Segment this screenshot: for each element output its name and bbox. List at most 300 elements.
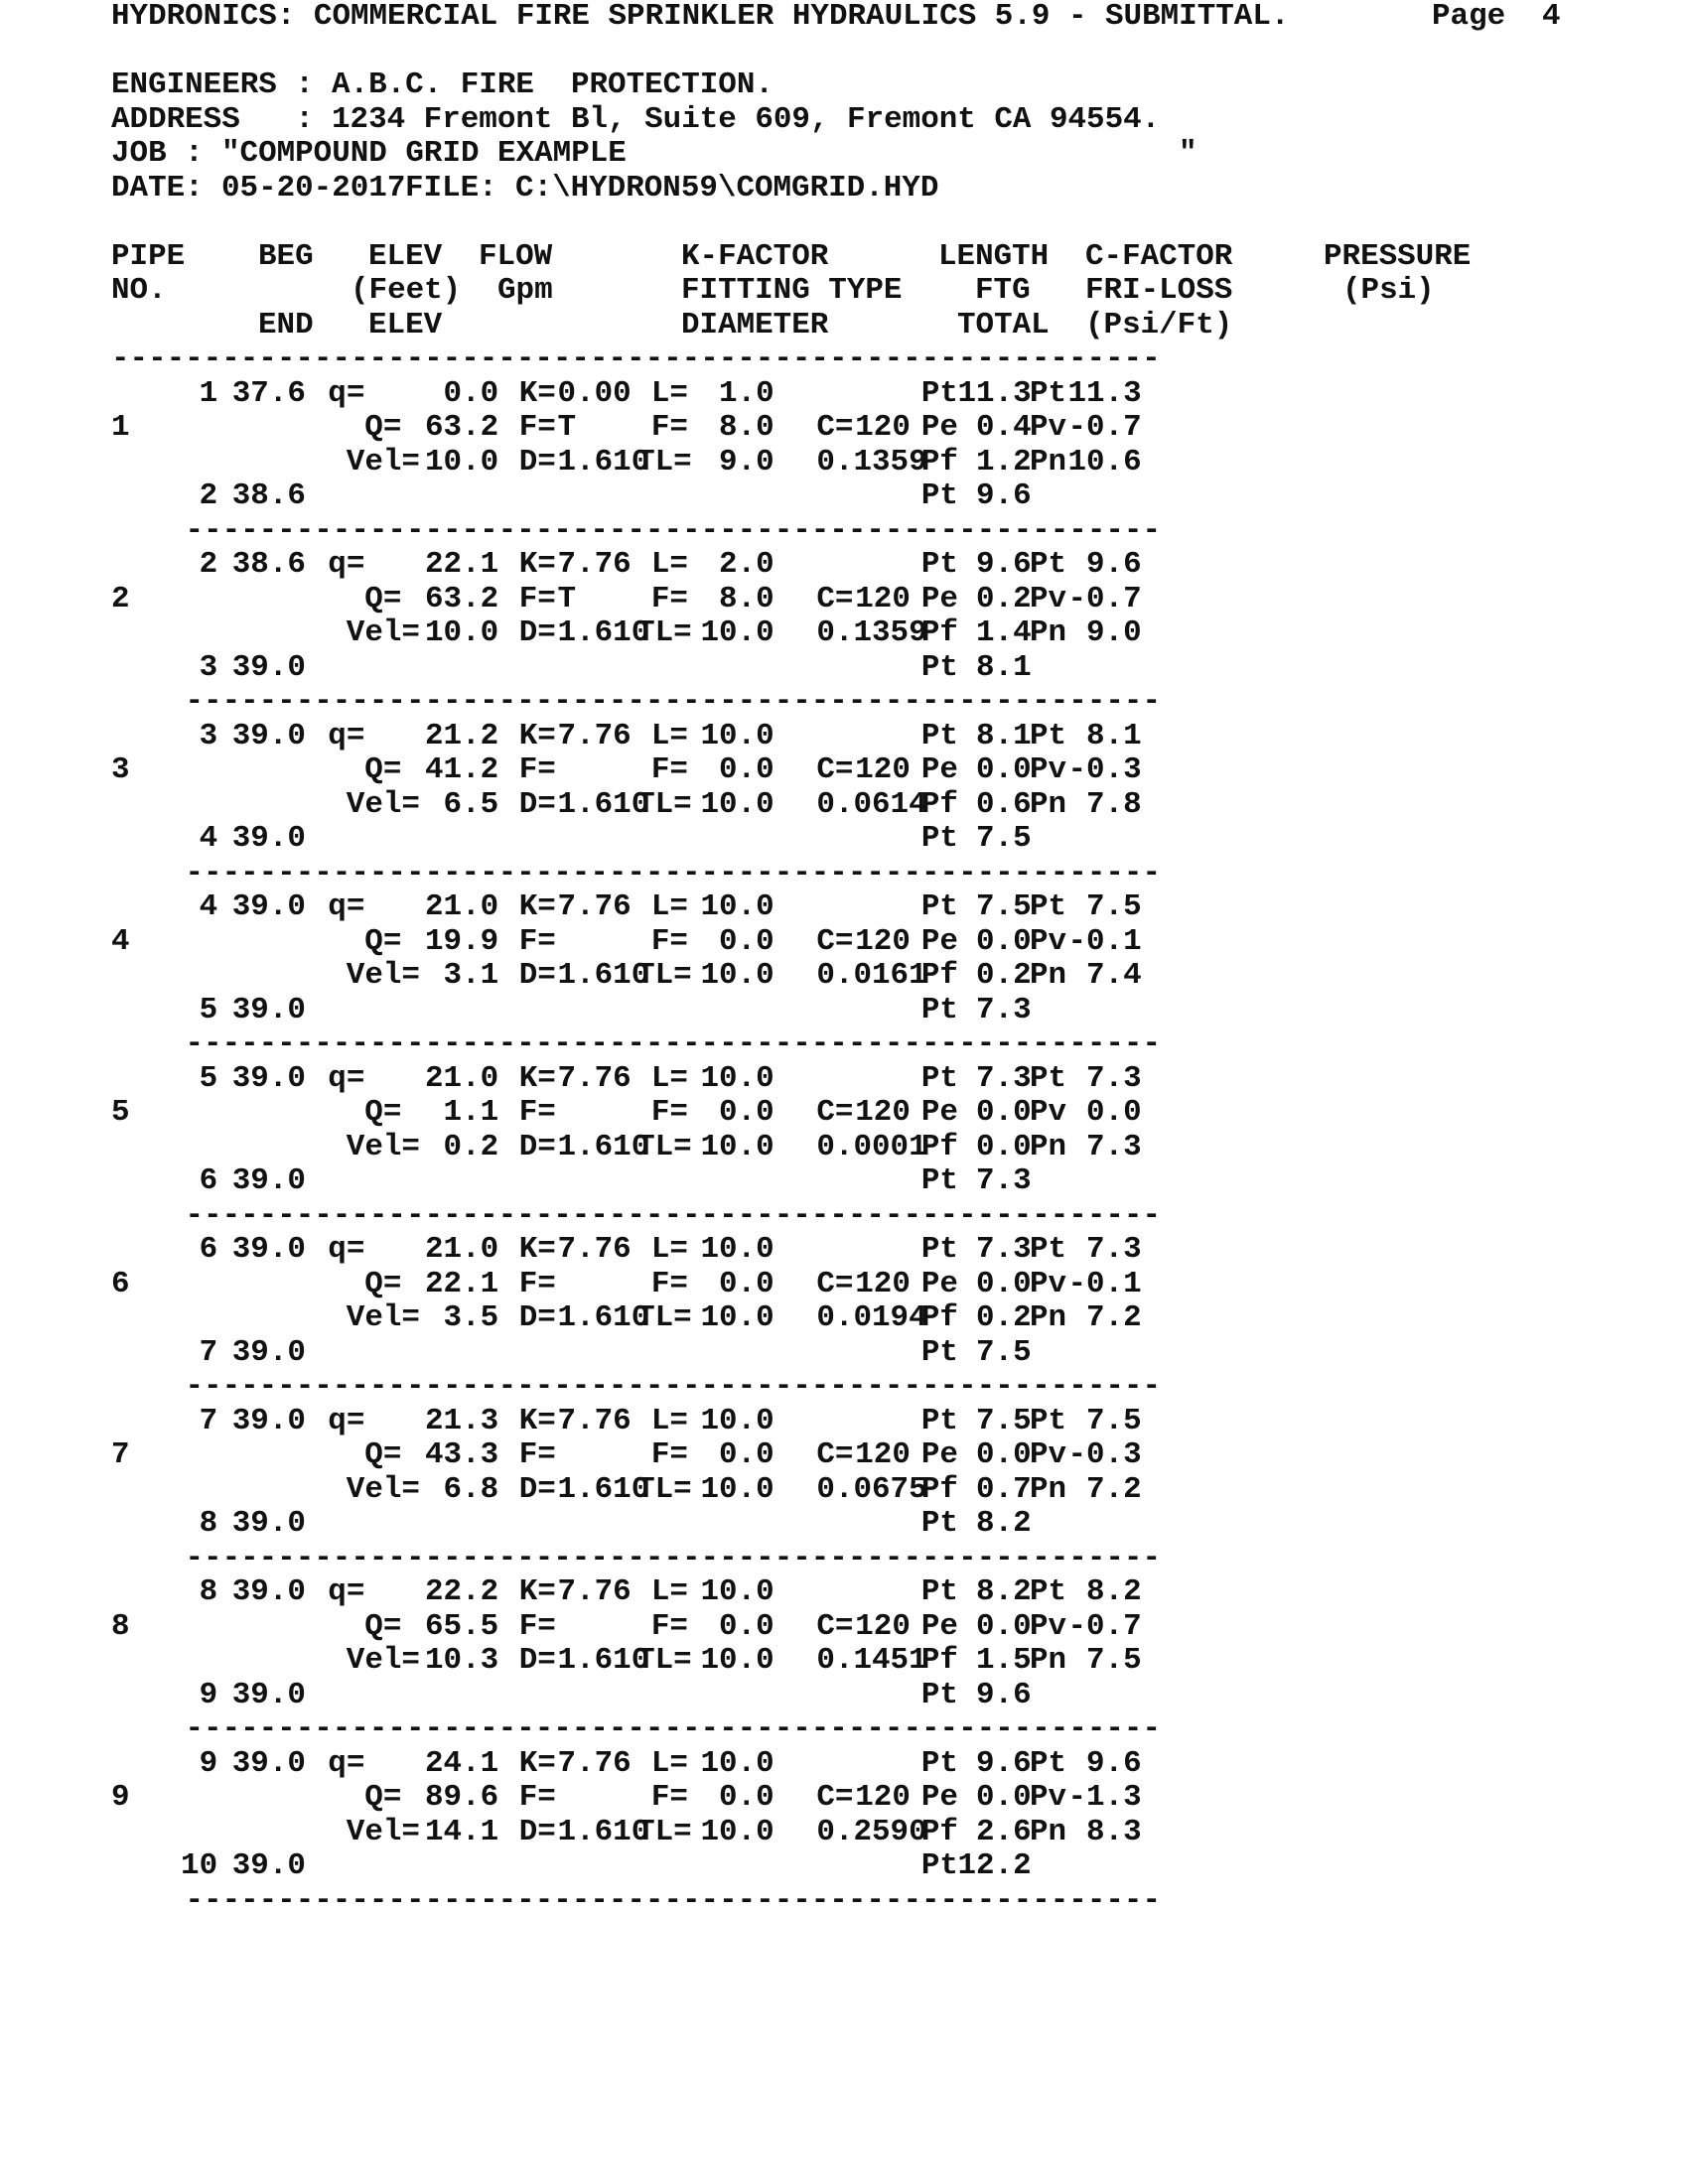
k-label: K=: [518, 1060, 556, 1096]
pt-label-2: Pt: [1030, 1574, 1067, 1609]
pt-label-2: Pt: [1030, 1403, 1067, 1438]
pipe-line: [111, 411, 1601, 446]
k-value: 0.00: [557, 375, 632, 411]
pipe-divider: -----------------------------------------------------: [185, 513, 1161, 548]
date-line: [111, 172, 1601, 206]
pf-label: Pf: [920, 1471, 958, 1507]
pt-label-1: Pt: [920, 1403, 958, 1438]
pipe-line: [111, 890, 1601, 925]
q-value: 21.0: [424, 1232, 499, 1267]
pt-value-2: 8.2: [1086, 1574, 1142, 1609]
c-label: C=: [816, 1437, 854, 1472]
beg-elev: 39.0: [231, 1574, 306, 1609]
pt-end-value: 8.2: [976, 1506, 1032, 1541]
l-label: L=: [650, 889, 688, 924]
pe-value: 0.0: [976, 1608, 1032, 1644]
flow-value: 22.1: [424, 1266, 499, 1301]
col-end: END: [258, 307, 314, 342]
pn-label: Pn: [1030, 1814, 1067, 1849]
l-label: L=: [650, 1232, 688, 1267]
address-value: 1234 Fremont Bl, Suite 609, Fremont CA 94554.: [332, 101, 1161, 137]
pipe-block: [111, 890, 1601, 1062]
pf-value: 0.6: [976, 786, 1032, 822]
pipe-line: [111, 1131, 1601, 1165]
end: 10: [181, 1848, 218, 1883]
d-value: 1.610: [557, 786, 650, 822]
q-value: 21.0: [424, 1060, 499, 1096]
pipe-line: [111, 1507, 1601, 1542]
k-label: K=: [518, 1574, 556, 1609]
vel-label: Vel=: [346, 1471, 420, 1507]
pn-label: Pn: [1030, 1471, 1067, 1507]
c-value: 120: [855, 1266, 911, 1301]
pt-end-value: 7.3: [976, 992, 1032, 1027]
q-value: 22.2: [424, 1574, 499, 1609]
column-header-row-3: [111, 309, 1601, 343]
fitting-label: F=: [518, 1437, 556, 1472]
pe-value: 0.0: [976, 1095, 1032, 1130]
fitting-label: F=: [518, 752, 556, 787]
col-gpm: Gpm: [497, 273, 553, 308]
pt-end-value: 12.2: [957, 1848, 1032, 1883]
tl-label: TL=: [636, 1129, 692, 1164]
l-label: L=: [650, 547, 688, 582]
fri-loss-value: 0.0161: [816, 958, 927, 993]
fri-loss-value: 0.0675: [816, 1471, 927, 1507]
pv-label: Pv: [1030, 1780, 1067, 1815]
pipe-line: [111, 1164, 1601, 1199]
fri-loss-value: 0.1359: [816, 615, 927, 650]
pipe-line: [111, 994, 1601, 1028]
pn-value: 9.0: [1086, 615, 1142, 650]
pf-value: 1.5: [976, 1643, 1032, 1678]
c-value: 120: [855, 581, 911, 616]
pipe-line: [111, 583, 1601, 617]
ftg-value: 0.0: [719, 1095, 774, 1130]
pt-label-1: Pt: [920, 889, 958, 924]
pn-label: Pn: [1030, 786, 1067, 822]
pv-label: Pv: [1030, 752, 1067, 787]
pt-value-1: 11.3: [957, 375, 1032, 411]
file-value: C:\HYDRON59\COMGRID.HYD: [515, 170, 939, 205]
pf-value: 0.0: [976, 1129, 1032, 1164]
tl-value: 10.0: [700, 615, 774, 650]
pt-label-2: Pt: [1030, 375, 1067, 411]
pipe-line: [111, 548, 1601, 583]
pn-label: Pn: [1030, 1300, 1067, 1335]
col-pipe: PIPE: [111, 238, 186, 274]
k-label: K=: [518, 718, 556, 753]
k-label: K=: [518, 1745, 556, 1781]
pe-value: 0.2: [976, 581, 1032, 616]
pv-value: -0.1: [1067, 1266, 1142, 1301]
end: 6: [199, 1163, 218, 1198]
pt-label-2: Pt: [1030, 547, 1067, 582]
end-elev: 39.0: [231, 1848, 306, 1883]
pipe-line: [111, 1610, 1601, 1645]
d-label: D=: [518, 1129, 556, 1164]
flow-label: Q=: [364, 1437, 402, 1472]
k-value: 7.76: [557, 1574, 632, 1609]
tl-value: 10.0: [700, 1814, 774, 1849]
pv-label: Pv: [1030, 923, 1067, 959]
pt-value-1: 7.5: [976, 1403, 1032, 1438]
beg: 1: [199, 375, 218, 411]
ftg-label: F=: [650, 1266, 688, 1301]
fri-loss-value: 0.1359: [816, 444, 927, 479]
vel-label: Vel=: [346, 615, 420, 650]
d-label: D=: [518, 1471, 556, 1507]
pn-value: 7.3: [1086, 1129, 1142, 1164]
pipe-line: [111, 720, 1601, 754]
pipe-number: 8: [111, 1608, 130, 1644]
pipe-line: [111, 446, 1601, 480]
end: 8: [199, 1506, 218, 1541]
tl-value: 10.0: [700, 786, 774, 822]
pipe-number: 9: [111, 1780, 130, 1815]
ftg-label: F=: [650, 1608, 688, 1644]
pe-label: Pe: [920, 410, 958, 445]
pn-value: 8.3: [1086, 1814, 1142, 1849]
k-value: 7.76: [557, 1232, 632, 1267]
pipe-number: 2: [111, 581, 130, 616]
fitting-label: F=: [518, 410, 556, 445]
pt-label-1: Pt: [920, 718, 958, 753]
vel-value: 6.8: [443, 1471, 499, 1507]
pt-value-2: 11.3: [1067, 375, 1142, 411]
pt-label-1: Pt: [920, 1745, 958, 1781]
fitting-label: F=: [518, 1266, 556, 1301]
pt-end-label: Pt: [920, 992, 958, 1027]
q-label: q=: [328, 1745, 365, 1781]
l-label: L=: [650, 375, 688, 411]
beg: 9: [199, 1745, 218, 1781]
k-value: 7.76: [557, 889, 632, 924]
pipe-line: [111, 1816, 1601, 1850]
fri-loss-value: 0.0614: [816, 786, 927, 822]
beg-elev: 39.0: [231, 1745, 306, 1781]
ftg-value: 0.0: [719, 923, 774, 959]
beg-elev: 39.0: [231, 718, 306, 753]
pt-label-1: Pt: [920, 1232, 958, 1267]
q-label: q=: [328, 1574, 365, 1609]
q-label: q=: [328, 375, 365, 411]
pipe-block: [111, 1405, 1601, 1576]
pt-value-2: 7.5: [1086, 889, 1142, 924]
pn-label: Pn: [1030, 1129, 1067, 1164]
pn-label: Pn: [1030, 615, 1067, 650]
l-label: L=: [650, 1745, 688, 1781]
beg: 8: [199, 1574, 218, 1609]
col-ftg: FTG: [975, 273, 1031, 308]
pt-value-2: 7.5: [1086, 1403, 1142, 1438]
fri-loss-value: 0.0194: [816, 1300, 927, 1335]
beg: 7: [199, 1403, 218, 1438]
pt-value-2: 7.3: [1086, 1232, 1142, 1267]
pv-value: -0.3: [1067, 752, 1142, 787]
tl-value: 9.0: [719, 444, 774, 479]
pipe-line: [111, 1438, 1601, 1473]
col-fri-loss: FRI-LOSS: [1085, 273, 1233, 308]
pe-label: Pe: [920, 1608, 958, 1644]
pf-value: 0.7: [976, 1471, 1032, 1507]
k-label: K=: [518, 1403, 556, 1438]
k-value: 7.76: [557, 1060, 632, 1096]
pt-value-1: 7.5: [976, 889, 1032, 924]
vel-label: Vel=: [346, 1814, 420, 1849]
pe-label: Pe: [920, 1780, 958, 1815]
pt-end-label: Pt: [920, 478, 958, 513]
pf-label: Pf: [920, 1300, 958, 1335]
l-value: 1.0: [719, 375, 774, 411]
pipe-divider: -----------------------------------------------------: [185, 1370, 1161, 1404]
ftg-value: 0.0: [719, 752, 774, 787]
pipe-divider: -----------------------------------------------------: [185, 1883, 1161, 1918]
flow-label: Q=: [364, 1095, 402, 1130]
tl-label: TL=: [636, 1300, 692, 1335]
end-elev: 39.0: [231, 821, 306, 856]
l-value: 10.0: [700, 889, 774, 924]
vel-label: Vel=: [346, 1129, 420, 1164]
c-value: 120: [855, 752, 911, 787]
c-label: C=: [816, 1095, 854, 1130]
pf-label: Pf: [920, 958, 958, 993]
job-label: JOB :: [111, 136, 204, 171]
c-label: C=: [816, 752, 854, 787]
pt-label-1: Pt: [920, 1060, 958, 1096]
pt-end-value: 7.5: [976, 1334, 1032, 1370]
end: 7: [199, 1334, 218, 1370]
pe-label: Pe: [920, 581, 958, 616]
pt-end-label: Pt: [920, 1506, 958, 1541]
flow-value: 41.2: [424, 752, 499, 787]
ftg-value: 8.0: [719, 581, 774, 616]
col-k-factor: K-FACTOR: [681, 238, 829, 274]
fitting-value: T: [557, 581, 577, 616]
l-label: L=: [650, 718, 688, 753]
end-elev: 38.6: [231, 478, 306, 513]
beg-elev: 39.0: [231, 1403, 306, 1438]
flow-value: 1.1: [443, 1095, 499, 1130]
pipe-block: [111, 1747, 1601, 1919]
pipe-line: [111, 377, 1601, 412]
flow-label: Q=: [364, 581, 402, 616]
report-title-line: [111, 0, 1601, 35]
pipe-divider: -----------------------------------------------------: [185, 1712, 1161, 1746]
col-diameter: DIAMETER: [681, 307, 829, 342]
column-header-row-1: [111, 240, 1601, 275]
pe-value: 0.0: [976, 923, 1032, 959]
d-label: D=: [518, 1814, 556, 1849]
flow-value: 43.3: [424, 1437, 499, 1472]
k-label: K=: [518, 889, 556, 924]
pe-label: Pe: [920, 923, 958, 959]
d-value: 1.610: [557, 1129, 650, 1164]
end: 4: [199, 821, 218, 856]
fitting-value: T: [557, 410, 577, 445]
tl-value: 10.0: [700, 1129, 774, 1164]
pv-label: Pv: [1030, 1608, 1067, 1644]
pt-end-label: Pt: [920, 1848, 958, 1883]
tl-label: TL=: [636, 1471, 692, 1507]
pt-end-label: Pt: [920, 1334, 958, 1370]
c-label: C=: [816, 410, 854, 445]
ftg-label: F=: [650, 752, 688, 787]
pipe-number: 7: [111, 1437, 130, 1472]
pt-label-2: Pt: [1030, 1060, 1067, 1096]
column-header-row-2: [111, 274, 1601, 309]
ftg-label: F=: [650, 1095, 688, 1130]
q-label: q=: [328, 889, 365, 924]
c-label: C=: [816, 923, 854, 959]
l-value: 10.0: [700, 1574, 774, 1609]
ftg-label: F=: [650, 1437, 688, 1472]
vel-label: Vel=: [346, 1300, 420, 1335]
vel-label: Vel=: [346, 958, 420, 993]
engineers-label: ENGINEERS :: [111, 68, 314, 102]
k-value: 7.76: [557, 718, 632, 753]
tl-label: TL=: [636, 615, 692, 650]
flow-label: Q=: [364, 923, 402, 959]
tl-label: TL=: [636, 1814, 692, 1849]
pt-label-2: Pt: [1030, 889, 1067, 924]
vel-label: Vel=: [346, 786, 420, 822]
pipe-line: [111, 1301, 1601, 1336]
d-label: D=: [518, 444, 556, 479]
beg: 3: [199, 718, 218, 753]
pt-end-label: Pt: [920, 821, 958, 856]
pn-value: 7.5: [1086, 1643, 1142, 1678]
col-feet: (Feet): [351, 273, 462, 308]
pt-value-1: 8.2: [976, 1574, 1032, 1609]
engineers-line: [111, 68, 1601, 103]
pipe-table: [111, 377, 1601, 1919]
l-value: 10.0: [700, 1232, 774, 1267]
fri-loss-value: 0.0001: [816, 1129, 927, 1164]
pipe-line: [111, 788, 1601, 823]
pn-value: 7.2: [1086, 1300, 1142, 1335]
pe-label: Pe: [920, 1437, 958, 1472]
tl-value: 10.0: [700, 958, 774, 993]
pt-value-2: 8.1: [1086, 718, 1142, 753]
beg-elev: 38.6: [231, 547, 306, 582]
pf-value: 1.4: [976, 615, 1032, 650]
end-elev: 39.0: [231, 1677, 306, 1712]
d-label: D=: [518, 958, 556, 993]
q-label: q=: [328, 1403, 365, 1438]
c-value: 120: [855, 1608, 911, 1644]
beg-elev: 39.0: [231, 1060, 306, 1096]
pe-label: Pe: [920, 1266, 958, 1301]
pn-label: Pn: [1030, 1643, 1067, 1678]
pf-label: Pf: [920, 444, 958, 479]
report-title: HYDRONICS: COMMERCIAL FIRE SPRINKLER HYDRAULICS 5.9 - SUBMITTAL.: [111, 0, 1290, 34]
pn-value: 7.2: [1086, 1471, 1142, 1507]
pv-value: -0.7: [1067, 581, 1142, 616]
end: 2: [199, 478, 218, 513]
pv-label: Pv: [1030, 1266, 1067, 1301]
beg: 6: [199, 1232, 218, 1267]
vel-value: 10.3: [424, 1643, 499, 1678]
c-value: 120: [855, 1095, 911, 1130]
k-value: 7.76: [557, 1745, 632, 1781]
pipe-number: 1: [111, 410, 130, 445]
q-value: 21.2: [424, 718, 499, 753]
pipe-divider: -----------------------------------------------------: [185, 1027, 1161, 1061]
pf-value: 1.2: [976, 444, 1032, 479]
pipe-divider: -----------------------------------------------------: [185, 685, 1161, 719]
pe-value: 0.4: [976, 410, 1032, 445]
pv-label: Pv: [1030, 1437, 1067, 1472]
address-line: [111, 103, 1601, 138]
pipe-line: [111, 1268, 1601, 1302]
l-label: L=: [650, 1574, 688, 1609]
vel-label: Vel=: [346, 1643, 420, 1678]
pf-label: Pf: [920, 615, 958, 650]
pf-value: 0.2: [976, 958, 1032, 993]
q-value: 21.0: [424, 889, 499, 924]
pe-value: 0.0: [976, 1266, 1032, 1301]
pipe-number: 4: [111, 923, 130, 959]
l-value: 10.0: [700, 718, 774, 753]
pt-value-1: 7.3: [976, 1060, 1032, 1096]
pipe-number: 3: [111, 752, 130, 787]
page-number: 4: [1542, 0, 1561, 34]
pt-label-2: Pt: [1030, 718, 1067, 753]
pipe-divider: -----------------------------------------------------: [185, 1541, 1161, 1575]
ftg-value: 8.0: [719, 410, 774, 445]
pipe-block: [111, 1062, 1601, 1234]
pf-label: Pf: [920, 1129, 958, 1164]
vel-value: 10.0: [424, 444, 499, 479]
pt-value-1: 9.6: [976, 1745, 1032, 1781]
pe-value: 0.0: [976, 1780, 1032, 1815]
flow-value: 63.2: [424, 581, 499, 616]
beg: 5: [199, 1060, 218, 1096]
vel-value: 10.0: [424, 615, 499, 650]
d-label: D=: [518, 615, 556, 650]
date-label: DATE:: [111, 170, 204, 205]
pf-value: 2.6: [976, 1814, 1032, 1849]
ftg-value: 0.0: [719, 1266, 774, 1301]
end-elev: 39.0: [231, 992, 306, 1027]
d-value: 1.610: [557, 444, 650, 479]
pipe-line: [111, 651, 1601, 686]
vel-value: 14.1: [424, 1814, 499, 1849]
pipe-line: [111, 753, 1601, 788]
d-label: D=: [518, 786, 556, 822]
pn-label: Pn: [1030, 444, 1067, 479]
col-psi: (Psi): [1342, 273, 1435, 308]
pt-value-1: 8.1: [976, 718, 1032, 753]
tl-label: TL=: [636, 444, 692, 479]
l-value: 10.0: [700, 1745, 774, 1781]
pn-value: 7.4: [1086, 958, 1142, 993]
q-label: q=: [328, 547, 365, 582]
beg-elev: 37.6: [231, 375, 306, 411]
vel-value: 0.2: [443, 1129, 499, 1164]
pe-value: 0.0: [976, 752, 1032, 787]
pe-label: Pe: [920, 752, 958, 787]
d-value: 1.610: [557, 958, 650, 993]
pipe-number: 6: [111, 1266, 130, 1301]
col-pressure: PRESSURE: [1324, 238, 1472, 274]
pv-label: Pv: [1030, 1095, 1067, 1130]
pipe-line: [111, 1644, 1601, 1679]
ftg-value: 0.0: [719, 1608, 774, 1644]
d-value: 1.610: [557, 1300, 650, 1335]
q-value: 22.1: [424, 547, 499, 582]
